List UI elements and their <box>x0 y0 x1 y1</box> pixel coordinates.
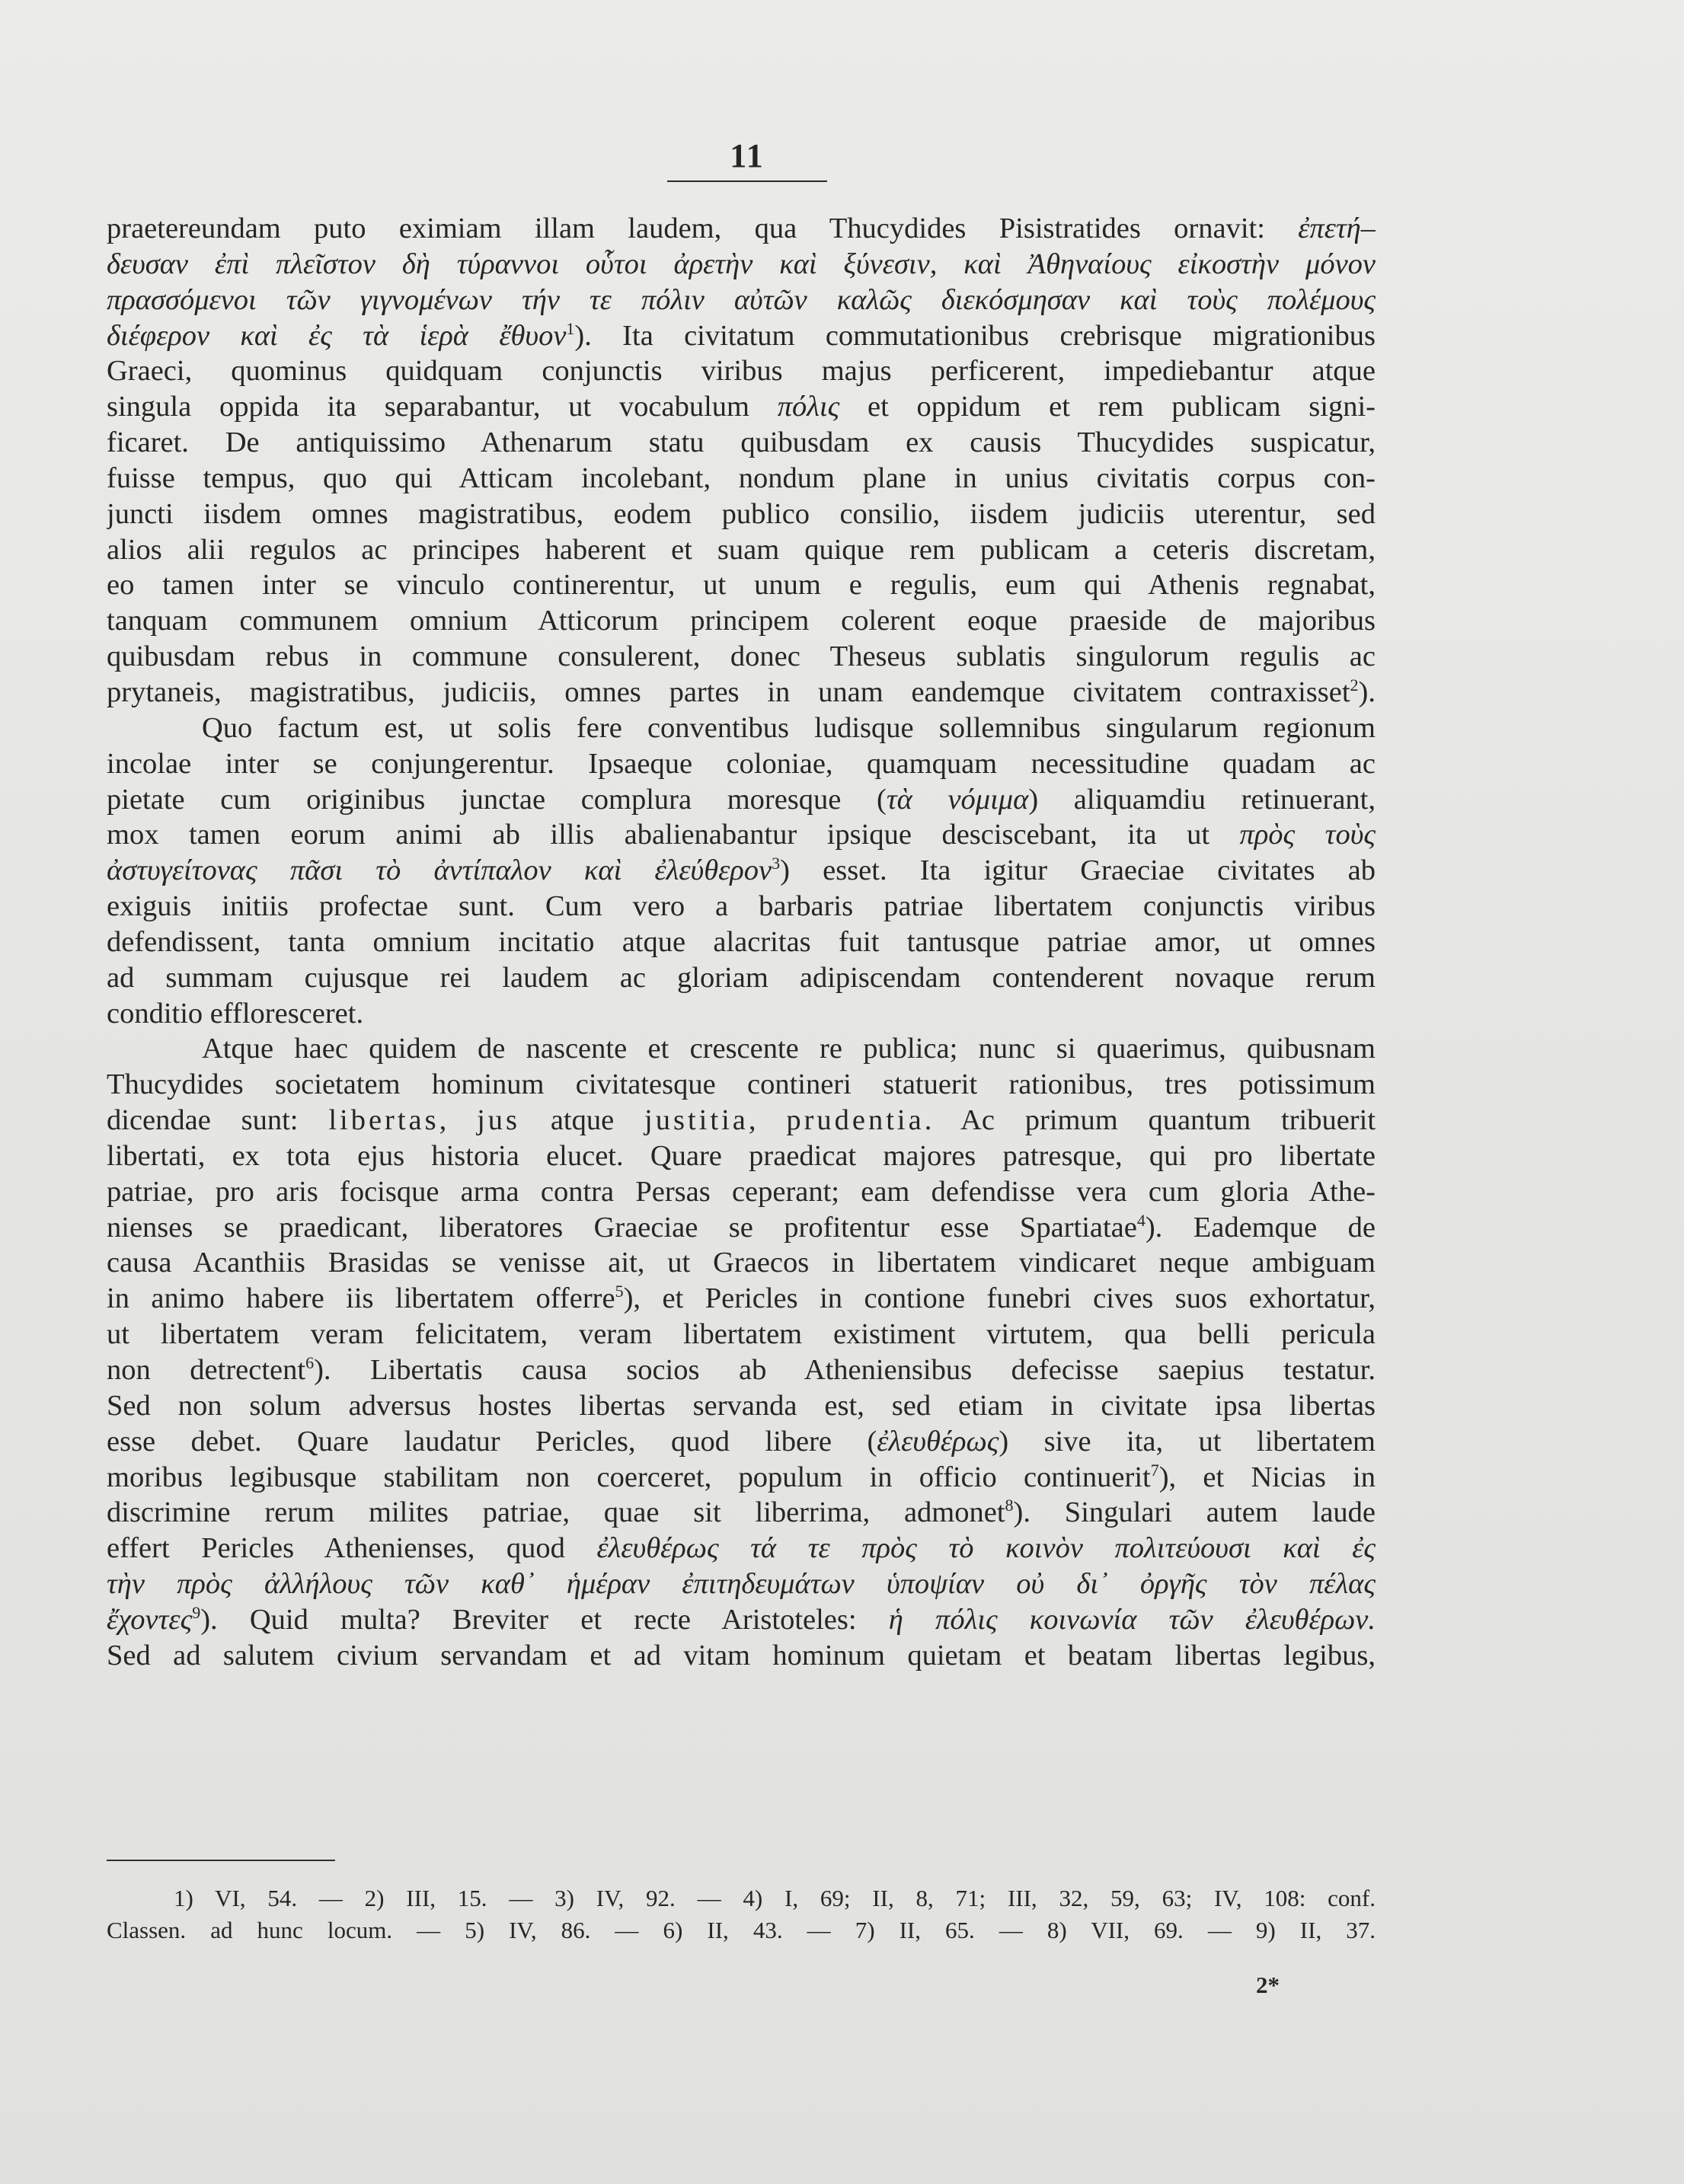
text-line <box>107 318 1376 354</box>
signature-mark: 2* <box>1256 1972 1280 1998</box>
latin-text: tanquam communem omnium Atticorum principem colerent eoque praeside de majoribus <box>107 605 1376 637</box>
latin-text: defendissent, tanta omnium incitatio atque alacritas fuit tantusque patriae amor, ut omnes <box>107 925 1376 958</box>
text-line <box>107 247 1376 283</box>
footnote-ref: 9 <box>192 1602 201 1622</box>
text-line <box>107 1067 1376 1103</box>
text-line <box>107 1531 1376 1566</box>
main-text <box>107 211 1376 1674</box>
latin-text: libertati, ex tota ejus historia elucet. Quare praedicat majores patresque, qui pro libertate <box>107 1139 1376 1172</box>
greek-quote: διέφερον καὶ ἐς τὰ ἱερὰ ἔθυον <box>107 319 567 352</box>
footnote-ref: 3 <box>772 854 781 873</box>
latin-text: , <box>439 1104 478 1137</box>
footnote-ref: 5 <box>615 1282 624 1301</box>
latin-text: alios alii regulos ac principes haberent et suam quique rem publicam a ceteris discretam, <box>107 533 1376 566</box>
footnote-line: 1) VI, 54. — 2) III, 15. — 3) IV, 92. — 4) I, 69; II, 8, 71; III, 32, 59, 63; IV, 108: conf. <box>174 1885 1376 1911</box>
text-line <box>107 853 1376 889</box>
footnote-ref: 6 <box>305 1353 315 1372</box>
latin-text: Sed ad salutem civium servandam et ad vitam hominum quietam et beatam libertas legibus, <box>107 1639 1376 1672</box>
greek-quote: τὴν πρὸς ἀλλήλους τῶν καθ᾽ ἡμέραν ἐπιτηδευμάτων ὑποψίαν οὐ δι᾽ ὀργῆς τὸν πέλας <box>107 1568 1376 1601</box>
spaced-emphasis: justitia <box>644 1104 749 1137</box>
latin-text: nienses se praedicant, liberatores Graeciae se profitentur esse Spartiatae <box>107 1211 1137 1244</box>
text-line <box>107 1174 1376 1210</box>
latin-text: mox tamen eorum animi ab illis abalienabantur ipsique desciscebant, ita ut <box>107 819 1240 851</box>
latin-text: prytaneis, magistratibus, judiciis, omnes partes in unam eandemque civitatem contraxisset <box>107 675 1350 708</box>
latin-text: , <box>748 1104 787 1137</box>
text-line <box>107 532 1376 568</box>
text-line <box>107 1245 1376 1281</box>
text-line <box>107 1103 1376 1138</box>
text-line <box>107 1031 1376 1067</box>
text-line <box>107 1638 1376 1674</box>
text-line <box>107 497 1376 532</box>
text-line <box>107 1566 1376 1602</box>
greek-quote: πρὸς τοὺς <box>1239 819 1376 851</box>
latin-text: ). Libertatis causa socios ab Atheniensibus defecisse saepius testatur. <box>314 1354 1376 1386</box>
latin-text: juncti iisdem omnes magistratibus, eodem publico consilio, iisdem judiciis uterentur, sed <box>107 497 1376 530</box>
text-line <box>107 817 1376 853</box>
text-line <box>107 675 1376 710</box>
latin-text: Sed non solum adversus hostes libertas servanda est, sed etiam in civitate ipsa libertas <box>107 1389 1376 1422</box>
text-line <box>107 639 1376 675</box>
greek-quote: τὰ νόμιμα <box>886 783 1029 816</box>
text-line <box>107 960 1376 996</box>
latin-text: moribus legibusque stabilitam non coerceret, populum in officio continuerit <box>107 1461 1151 1493</box>
text-line <box>107 1281 1376 1317</box>
latin-text: Thucydides societatem hominum civitatesque contineri statuerit rationibus, tres potissimum <box>107 1068 1376 1101</box>
greek-quote: ἐλευθέρως <box>877 1425 999 1458</box>
text-line <box>107 461 1376 497</box>
footnote-line: Classen. ad hunc locum. — 5) IV, 86. — 6) II, 43. — 7) II, 65. — 8) VII, 69. — 9) II, 37. <box>107 1917 1376 1943</box>
page-number: 11 <box>730 137 765 174</box>
text-line <box>107 924 1376 960</box>
page-number-rule <box>667 180 827 182</box>
footnote-ref: 4 <box>1136 1210 1146 1230</box>
text-line <box>107 603 1376 639</box>
latin-text: pietate cum originibus junctae complura moresque ( <box>107 783 887 816</box>
spaced-emphasis: prudentia <box>786 1104 925 1137</box>
text-line <box>107 567 1376 603</box>
text-line <box>107 1138 1376 1174</box>
text-line <box>107 425 1376 461</box>
latin-text: ) sive ita, ut libertatem <box>999 1425 1376 1458</box>
text-line <box>107 389 1376 425</box>
greek-quote: ἐλευθέρως τά τε πρὸς τὸ κοινὸν πολιτεύουσι καὶ ἐς <box>596 1532 1376 1565</box>
text-line <box>107 996 1376 1032</box>
latin-text: Graeci, quominus quidquam conjunctis viribus majus perficerent, impediebantur atque <box>107 355 1376 388</box>
latin-text: in animo habere iis libertatem offerre <box>107 1282 615 1315</box>
latin-text: ficaret. De antiquissimo Athenarum statu quibusdam ex causis Thucydides suspicatur, <box>107 426 1376 459</box>
text-line <box>107 1424 1376 1460</box>
greek-quote: ἔχοντες <box>107 1603 193 1636</box>
latin-text: non detrectent <box>107 1354 306 1386</box>
latin-text: patriae, pro aris focisque arma contra Persas ceperant; eam defendisse vera cum gloria Athe- <box>107 1175 1376 1208</box>
latin-text: conditio effloresceret. <box>107 997 364 1030</box>
latin-text: Quo factum est, ut solis fere conventibus ludisque sollemnibus singularum regionum <box>202 711 1376 744</box>
footnote-rule <box>107 1860 335 1861</box>
text-line <box>107 746 1376 782</box>
text-line <box>107 353 1376 389</box>
greek-quote: δευσαν ἐπὶ πλεῖστον δὴ τύραννοι οὗτοι ἀρετὴν καὶ ξύνεσιν, καὶ Ἀθηναίους εἰκοστὴν μόνον <box>107 247 1376 280</box>
footnote-ref: 8 <box>1005 1496 1014 1515</box>
greek-quote: ἀστυγείτονας πᾶσι τὸ ἀντίπαλον καὶ ἐλεύθερον <box>107 854 772 887</box>
footnotes <box>107 1882 1376 1946</box>
text-line <box>107 211 1376 247</box>
latin-text: ). Quid multa? Breviter et recte Aristoteles: <box>200 1603 889 1636</box>
latin-text: et oppidum et rem publicam signi- <box>839 391 1376 423</box>
latin-text: atque <box>520 1104 645 1137</box>
greek-quote: πρασσόμενοι τῶν γιγνομένων τήν τε πόλιν αὐτῶν καλῶς διεκόσμησαν καὶ τοὺς πολέμους <box>107 283 1376 316</box>
latin-text: ). Ita civitatum commutationibus crebrisque migrationibus <box>574 319 1376 352</box>
footnote-ref: 1 <box>566 318 575 338</box>
latin-text: ), et Pericles in contione funebri cives suos exhortatur, <box>623 1282 1376 1315</box>
latin-text: dicendae sunt: <box>107 1104 329 1137</box>
text-line <box>107 710 1376 746</box>
text-line <box>107 1317 1376 1352</box>
text-line <box>107 782 1376 818</box>
text-line <box>107 283 1376 318</box>
latin-text: ). Singulari autem laude <box>1013 1496 1376 1529</box>
latin-text: Atque haec quidem de nascente et crescente re publica; nunc si quaerimus, quibusnam <box>202 1033 1376 1065</box>
latin-text: praetereundam puto eximiam illam laudem, qua Thucydides Pisistratides ornavit: <box>107 212 1299 244</box>
greek-quote: πόλις <box>777 391 840 423</box>
latin-text: eo tamen inter se vinculo continerentur, ut unum e regulis, eum qui Athenis regnabat, <box>107 569 1376 602</box>
text-line <box>107 1210 1376 1246</box>
text-line <box>107 1602 1376 1638</box>
latin-text: ). <box>1358 675 1376 708</box>
latin-text: ad summam cujusque rei laudem ac gloriam adipiscendam contenderent novaque rerum <box>107 961 1376 994</box>
greek-quote: ἐπετή– <box>1298 212 1376 244</box>
latin-text: causa Acanthiis Brasidas se venisse ait, ut Graecos in libertatem vindicaret neque ambiguam <box>107 1247 1376 1279</box>
latin-text: incolae inter se conjungerentur. Ipsaeque coloniae, quamquam necessitudine quadam ac <box>107 747 1376 780</box>
footnote-ref: 7 <box>1150 1460 1159 1480</box>
latin-text: discrimine rerum milites patriae, quae sit liberrima, admonet <box>107 1496 1005 1529</box>
greek-quote: ἡ πόλις κοινωνία τῶν ἐλευθέρων. <box>888 1603 1376 1636</box>
latin-text: ut libertatem veram felicitatem, veram libertatem existiment virtutem, qua belli pericula <box>107 1318 1376 1351</box>
latin-text: singula oppida ita separabantur, ut vocabulum <box>107 391 778 423</box>
text-line <box>107 1460 1376 1496</box>
latin-text: ). Eademque de <box>1145 1211 1376 1244</box>
latin-text: effert Pericles Athenienses, quod <box>107 1532 597 1565</box>
latin-text: ), et Nicias in <box>1158 1461 1376 1493</box>
text-line <box>107 1495 1376 1531</box>
spaced-emphasis: jus <box>477 1104 521 1137</box>
footnote-ref: 2 <box>1350 675 1359 694</box>
spaced-emphasis: libertas <box>328 1104 439 1137</box>
latin-text: esse debet. Quare laudatur Pericles, quod libere ( <box>107 1425 877 1458</box>
text-line <box>107 889 1376 924</box>
latin-text: fuisse tempus, quo qui Atticam incolebant, nondum plane in unius civitatis corpus con- <box>107 461 1376 494</box>
latin-text: quibusdam rebus in commune consulerent, donec Theseus sublatis singulorum regulis ac <box>107 640 1376 673</box>
text-line <box>107 1352 1376 1388</box>
latin-text: exiguis initiis profectae sunt. Cum vero a barbaris patriae libertatem conjunctis viribus <box>107 890 1376 923</box>
latin-text: ) esset. Ita igitur Graeciae civitates ab <box>780 854 1376 887</box>
text-line <box>107 1388 1376 1424</box>
latin-text: . Ac primum quantum tribuerit <box>924 1104 1376 1137</box>
latin-text: ) aliquamdiu retinuerant, <box>1028 783 1376 816</box>
